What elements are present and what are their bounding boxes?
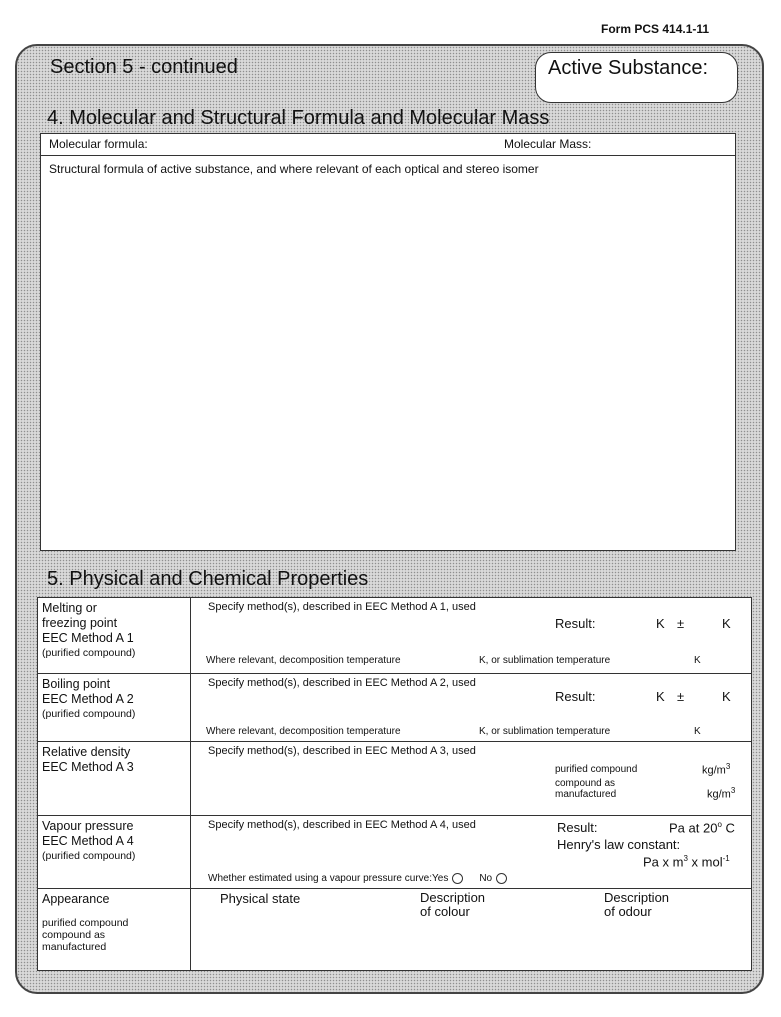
row-label-line: EEC Method A 1	[42, 631, 134, 645]
unit-k: K	[722, 616, 731, 631]
section-title: Section 5 - continued	[50, 56, 238, 78]
molecular-mass-label: Molecular Mass:	[504, 137, 592, 151]
text-line: Description	[420, 890, 486, 905]
active-substance-label: Active Substance:	[548, 57, 709, 79]
row-label-line: EEC Method A 3	[42, 760, 134, 774]
text-line: of colour	[420, 904, 470, 919]
physical-state-label: Physical state	[220, 891, 301, 906]
yes-radio[interactable]	[452, 873, 463, 884]
result-label: Result:	[557, 820, 598, 835]
row-label-line: manufactured	[42, 941, 107, 953]
purified-compound-text: purified compound	[555, 764, 638, 775]
density-unit	[702, 762, 730, 777]
degree-mark: o	[717, 820, 722, 829]
unit-k: K	[694, 655, 701, 666]
appearance-entry[interactable]	[191, 889, 752, 971]
sublimation-text: K, or sublimation temperature	[479, 726, 611, 737]
unit-exponent: 3	[725, 762, 731, 771]
unit-text: Pa at 20	[669, 820, 718, 836]
unit-exponent: 3	[683, 854, 688, 863]
table-row	[38, 674, 752, 742]
table-row	[38, 889, 752, 971]
table-row	[38, 742, 752, 816]
pressure-unit	[669, 820, 735, 835]
row-label-line: (purified compound)	[42, 647, 136, 659]
question-text: Whether estimated using a vapour pressure curve:	[208, 873, 432, 885]
unit-text: x mol	[691, 854, 723, 870]
as-manufactured-text	[555, 778, 616, 800]
henry-unit	[643, 854, 730, 869]
active-substance-field[interactable]	[535, 52, 738, 103]
row-label-line: Melting or	[42, 601, 97, 615]
decomposition-text: Where relevant, decomposition temperature	[206, 655, 401, 666]
boiling-point-label	[38, 674, 191, 742]
row-label-line: compound as	[42, 929, 106, 941]
specify-method-text: Specify method(s), described in EEC Method A 2, used	[208, 677, 476, 689]
colour-description-label	[420, 891, 485, 919]
unit-k: K	[656, 689, 665, 704]
henry-constant-label: Henry's law constant:	[557, 837, 681, 852]
table-row	[38, 598, 752, 674]
text-line: Description	[604, 890, 670, 905]
unit-exponent: -1	[722, 854, 730, 863]
row-label-line: (purified compound)	[42, 850, 136, 862]
form-id: Form PCS 414.1-11	[601, 22, 710, 36]
yes-label: Yes	[432, 873, 449, 885]
no-label: No	[479, 873, 493, 885]
row-label-line: EEC Method A 2	[42, 692, 134, 706]
formula-row	[41, 134, 735, 156]
section-5-heading: 5. Physical and Chemical Properties	[47, 568, 369, 590]
section-4-heading: 4. Molecular and Structural Formula and Molecular Mass	[47, 107, 550, 129]
row-label-line: Relative density	[42, 745, 131, 759]
appearance-label	[38, 889, 191, 971]
vapour-pressure-entry[interactable]	[191, 816, 752, 889]
specify-method-text: Specify method(s), described in EEC Method A 4, used	[208, 819, 476, 831]
vapour-pressure-label	[38, 816, 191, 889]
properties-table	[37, 597, 752, 971]
unit-text: C	[725, 820, 735, 836]
melting-point-label	[38, 598, 191, 674]
unit-text: kg/m	[702, 764, 726, 777]
plus-minus: ±	[677, 616, 685, 631]
row-label-line: (purified compound)	[42, 708, 136, 720]
specify-method-text: Specify method(s), described in EEC Method A 3, used	[208, 745, 476, 757]
unit-text: kg/m	[707, 788, 731, 801]
table-row	[38, 816, 752, 889]
unit-k: K	[722, 689, 731, 704]
unit-k: K	[694, 726, 701, 737]
row-label-line: freezing point	[42, 616, 118, 630]
row-label-line: Boiling point	[42, 677, 111, 691]
relative-density-entry[interactable]	[191, 742, 752, 816]
row-label-line: EEC Method A 4	[42, 834, 134, 848]
specify-method-text: Specify method(s), described in EEC Method A 1, used	[208, 601, 476, 613]
relative-density-label	[38, 742, 191, 816]
row-label-line: Appearance	[42, 892, 110, 906]
melting-point-entry[interactable]	[191, 598, 752, 674]
density-unit	[707, 786, 735, 801]
text-line: compound as	[555, 778, 616, 789]
odour-description-label	[604, 891, 669, 919]
text-line: of odour	[604, 904, 652, 919]
text-line: manufactured	[555, 789, 617, 800]
row-label-line: Vapour pressure	[42, 819, 134, 833]
plus-minus: ±	[677, 689, 685, 704]
unit-k: K	[656, 616, 665, 631]
unit-text: Pa x m	[643, 854, 684, 870]
boiling-point-entry[interactable]	[191, 674, 752, 742]
unit-exponent: 3	[730, 786, 736, 795]
structural-formula-label: Structural formula of active substance, and where relevant of each optical and stereo isomer	[49, 162, 539, 176]
no-radio[interactable]	[496, 873, 507, 884]
decomposition-text: Where relevant, decomposition temperature	[206, 726, 401, 737]
molecular-formula-label: Molecular formula:	[49, 137, 148, 151]
result-label: Result:	[555, 689, 596, 704]
row-label-line: purified compound	[42, 917, 129, 929]
result-label: Result:	[555, 616, 596, 631]
molecular-formula-box	[40, 133, 736, 551]
sublimation-text: K, or sublimation temperature	[479, 655, 611, 666]
vapour-curve-question	[208, 873, 513, 884]
